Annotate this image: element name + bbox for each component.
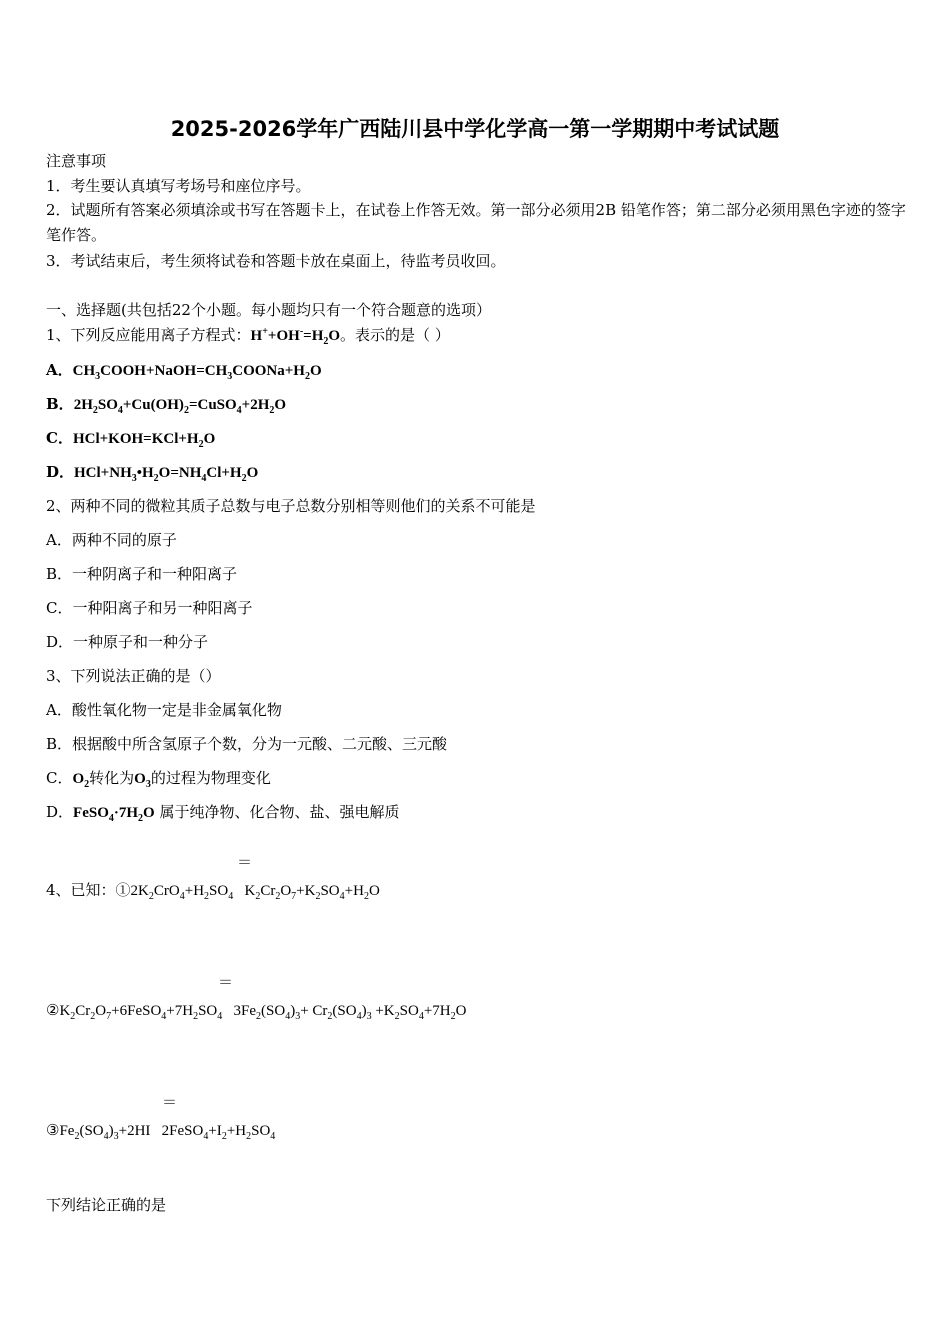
question-4-conclusion: 下列结论正确的是 (46, 1196, 167, 1214)
question-4-reaction-2: $②K_2Cr_2O_7+6FeSO_4+7H_2SO_4$ $3Fe_2(SO_4)_3+ Cr_2(SO_4)_3 +K_2SO_4+7H_2O$ (46, 1001, 467, 1022)
notice-item-2: 2．试题所有答案必须填涂或书写在答题卡上，在试卷上作答无效。第一部分必须用2B 铅笔作答；第二部分必须用黑色字迹的签字笔作答。 (46, 201, 906, 244)
page-title: 2025-2026学年广西陆川县中学化学高一第一学期期中考试试题 (170, 117, 780, 141)
notice-heading: 注意事项 (46, 152, 107, 170)
equals-sign-3: ＝ (162, 1095, 178, 1111)
question-2-option-d: D．一种原子和一种分子 (46, 633, 209, 651)
question-3-option-b: B．根据酸中所含氢原子个数，分为一元酸、二元酸、三元酸 (46, 735, 448, 753)
question-1-option-a: A．$CH_3COOH+NaOH=CH_3COONa+H_2O$ (46, 361, 322, 382)
question-1-option-d: D．$HCl+NH_3•H_2O=NH_4Cl+H_2O$ (46, 463, 259, 484)
section-heading: 一、选择题(共包括22个小题。每小题均只有一个符合题意的选项） (46, 301, 491, 319)
question-2-option-c: C．一种阳离子和另一种阳离子 (46, 599, 253, 617)
question-3-option-c: C．$O_2$转化为$O_3$的过程为物理变化 (46, 769, 271, 790)
question-1-option-c: C．$HCl+KOH=KCl+H_2O$ (46, 429, 216, 450)
notice-item-3: 3．考试结束后，考生须将试卷和答题卡放在桌面上，待监考员收回。 (46, 252, 506, 270)
question-1-stem: 1、下列反应能用离子方程式：$H^++OH^-=H_2O$。表示的是（ ） (46, 326, 450, 347)
ionic-equation: $H^++OH^-=H_2O$ (250, 326, 341, 347)
question-3-stem: 3、下列说法正确的是（） (46, 667, 221, 685)
notice-item-1: 1．考生要认真填写考场号和座位序号。 (46, 177, 311, 195)
question-3-option-d: D．$FeSO_4\cdot 7H_2O$ 属于纯净物、化合物、盐、强电解质 (46, 803, 400, 824)
question-2-option-a: A．两种不同的原子 (46, 531, 177, 549)
question-4-reaction-3: $③Fe_2(SO_4)_3+2HI$ $2FeSO_4+I_2+H_2SO_4$ (46, 1121, 276, 1142)
question-3-option-a: A．酸性氧化物一定是非金属氧化物 (46, 701, 282, 719)
question-4-reaction-1: 4、已知：$①2K_2CrO_4+H_2SO_4$ $K_2Cr_2O_7+K_2SO_4+H_2O$ (46, 881, 380, 902)
equals-sign-1: ＝ (237, 855, 253, 871)
equals-sign-2: ＝ (218, 975, 234, 991)
question-2-option-b: B．一种阴离子和一种阳离子 (46, 565, 238, 583)
question-1-option-b: B．$2H_2SO_4+Cu(OH)_2=CuSO_4+2H_2O$ (46, 395, 287, 416)
question-2-stem: 2、两种不同的微粒其质子总数与电子总数分别相等则他们的关系不可能是 (46, 497, 536, 515)
